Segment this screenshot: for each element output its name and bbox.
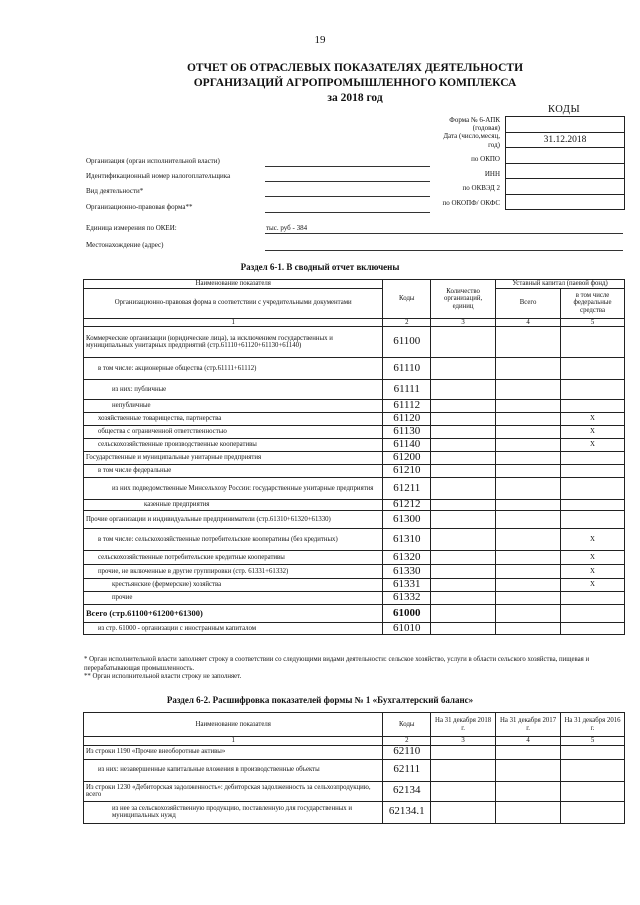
table-row xyxy=(84,579,625,592)
header-name: Наименование показателя xyxy=(84,713,383,737)
qty-cell[interactable] xyxy=(431,358,496,380)
colnum: 3 xyxy=(431,318,496,327)
federal-cell[interactable] xyxy=(561,592,625,605)
table-row xyxy=(84,413,625,426)
row-code: 61212 xyxy=(383,500,431,511)
row-name: прочие, не включенные в другие группировки (стр. 61331+61332) xyxy=(84,565,383,579)
header-total: Всего xyxy=(496,288,561,318)
row-name: Прочие организации и индивидуальные предприниматели (стр.61310+61320+61330) xyxy=(84,511,383,529)
row-name: Всего (стр.61100+61200+61300) xyxy=(84,605,383,623)
value-cell[interactable] xyxy=(561,781,625,801)
value-cell[interactable] xyxy=(496,801,561,823)
code-okpo xyxy=(506,148,624,164)
header-qty: Количество организаций, единиц xyxy=(431,280,496,319)
total-cell[interactable] xyxy=(496,426,561,439)
total-cell[interactable] xyxy=(496,623,561,635)
total-cell[interactable] xyxy=(496,529,561,551)
qty-cell[interactable] xyxy=(431,327,496,358)
row-name: сельскохозяйственные потребительские кредитные кооперативы xyxy=(84,551,383,565)
qty-cell[interactable] xyxy=(431,500,496,511)
total-cell[interactable] xyxy=(496,439,561,452)
legal-form-input-line[interactable] xyxy=(265,212,430,213)
header-codes: Коды xyxy=(383,280,431,319)
table-row xyxy=(84,801,625,823)
okpo-label: по ОКПО xyxy=(471,155,500,163)
report-title-line-2: ОРГАНИЗАЦИЙ АГРОПРОМЫШЛЕННОГО КОМПЛЕКСА xyxy=(193,77,517,89)
row-code: 61200 xyxy=(383,452,431,465)
codes-box xyxy=(505,116,625,210)
federal-cell[interactable] xyxy=(561,500,625,511)
row-code: 61210 xyxy=(383,465,431,478)
federal-cell[interactable]: X xyxy=(561,413,625,426)
value-cell[interactable] xyxy=(431,759,496,781)
page-number: 19 xyxy=(314,34,326,46)
row-code: 61211 xyxy=(383,478,431,500)
table-row xyxy=(84,759,625,781)
code-okopf xyxy=(506,195,624,210)
federal-cell[interactable] xyxy=(561,358,625,380)
row-name: прочие xyxy=(84,592,383,605)
qty-cell[interactable] xyxy=(431,478,496,500)
total-cell[interactable] xyxy=(496,400,561,413)
federal-cell[interactable] xyxy=(561,327,625,358)
qty-cell[interactable] xyxy=(431,565,496,579)
total-cell[interactable] xyxy=(496,478,561,500)
colnum: 2 xyxy=(383,737,431,746)
federal-cell[interactable] xyxy=(561,380,625,400)
federal-cell[interactable]: X xyxy=(561,565,625,579)
federal-cell[interactable]: X xyxy=(561,579,625,592)
row-name: крестьянские (фермерские) хозяйства xyxy=(84,579,383,592)
table-row xyxy=(84,426,625,439)
total-cell[interactable] xyxy=(496,592,561,605)
activity-input-line[interactable] xyxy=(265,196,430,197)
qty-cell[interactable] xyxy=(431,426,496,439)
row-name: сельскохозяйственные производственные кооперативы xyxy=(84,439,383,452)
code-okved xyxy=(506,179,624,195)
qty-cell[interactable] xyxy=(431,529,496,551)
header-name-top: Наименование показателя xyxy=(84,280,383,289)
row-code: 62134 xyxy=(383,781,431,801)
activity-label: Вид деятельности* xyxy=(86,187,144,195)
row-name: из них: публичные xyxy=(84,380,383,400)
qty-cell[interactable] xyxy=(431,551,496,565)
code-inn xyxy=(506,164,624,180)
section2-table xyxy=(83,712,625,824)
row-code: 61110 xyxy=(383,358,431,380)
row-name: из стр. 61000 - организации с иностранным капиталом xyxy=(84,623,383,635)
federal-cell[interactable] xyxy=(561,452,625,465)
row-code: 62110 xyxy=(383,745,431,759)
header-2018: На 31 декабря 2018 г. xyxy=(431,713,496,737)
value-cell[interactable] xyxy=(431,781,496,801)
total-cell[interactable] xyxy=(496,511,561,529)
qty-cell[interactable] xyxy=(431,465,496,478)
row-name: в том числе федеральные xyxy=(84,465,383,478)
qty-cell[interactable] xyxy=(431,413,496,426)
total-cell[interactable] xyxy=(496,358,561,380)
form-label: Форма № 6-АПК xyxy=(449,116,500,124)
table-row xyxy=(84,465,625,478)
footnote-2: ** Орган исполнительной власти строку не заполняет. xyxy=(84,673,242,680)
row-code: 61000 xyxy=(383,605,431,623)
row-name: в том числе: акционерные общества (стр.61111+61112) xyxy=(84,358,383,380)
row-code: 61112 xyxy=(383,400,431,413)
code-date: 31.12.2018 xyxy=(506,133,624,149)
footnotes xyxy=(84,656,624,682)
row-code: 61331 xyxy=(383,579,431,592)
federal-cell[interactable] xyxy=(561,623,625,635)
federal-cell[interactable]: X xyxy=(561,551,625,565)
date-label: Дата (число,месяц, xyxy=(443,132,500,140)
value-cell[interactable] xyxy=(496,759,561,781)
okved-label: по ОКВЭД 2 xyxy=(462,184,500,192)
org-label: Организация (орган исполнительной власти) xyxy=(86,157,220,165)
location-label: Местонахождение (адрес) xyxy=(86,241,164,249)
colnum: 1 xyxy=(84,737,383,746)
row-name: казенные предприятия xyxy=(84,500,383,511)
table-row xyxy=(84,511,625,529)
code-form xyxy=(506,117,624,133)
row-code: 61120 xyxy=(383,413,431,426)
row-name: Коммерческие организации (юридические лица), за исключением государственных и муниципальных унитарных предприятий (стр.61110+61120+61130+61140) xyxy=(84,327,383,358)
location-input-line[interactable] xyxy=(265,250,623,251)
table-row xyxy=(84,592,625,605)
header-capital: Уставный капитал (паевой фонд) xyxy=(496,280,625,289)
legal-form-label: Организационно-правовая форма** xyxy=(86,203,193,211)
table-row xyxy=(84,529,625,551)
row-code: 61100 xyxy=(383,327,431,358)
federal-cell[interactable]: X xyxy=(561,529,625,551)
row-code: 61330 xyxy=(383,565,431,579)
row-name: из них подведомственные Минсельхозу России: государственные унитарные предприятия xyxy=(84,478,383,500)
row-name: хозяйственные товарищества, партнерства xyxy=(84,413,383,426)
section1-title: Раздел 6-1. В сводный отчет включены xyxy=(240,262,400,272)
total-cell[interactable] xyxy=(496,565,561,579)
total-cell[interactable] xyxy=(496,605,561,623)
qty-cell[interactable] xyxy=(431,579,496,592)
table-row xyxy=(84,452,625,465)
colnum: 2 xyxy=(383,318,431,327)
row-code: 61140 xyxy=(383,439,431,452)
colnum: 4 xyxy=(496,737,561,746)
table-row-total xyxy=(84,605,625,623)
colnum: 5 xyxy=(561,318,625,327)
unit-value: тыс. руб - 384 xyxy=(266,224,308,232)
colnum: 4 xyxy=(496,318,561,327)
inn-label: ИНН xyxy=(484,170,500,178)
federal-cell[interactable]: X xyxy=(561,439,625,452)
footnote-1: * Орган исполнительной власти заполняет строку в соответствии со следующими видами деятельности: сельское хозяйство, услуги в области сельского хозяйства, пищевая и перерабатывающая промышленность. xyxy=(84,656,590,672)
total-cell[interactable] xyxy=(496,452,561,465)
value-cell[interactable] xyxy=(561,801,625,823)
row-code: 61300 xyxy=(383,511,431,529)
total-cell[interactable] xyxy=(496,327,561,358)
total-cell[interactable] xyxy=(496,500,561,511)
table-row xyxy=(84,551,625,565)
report-title-line-3: за 2018 год xyxy=(327,92,383,104)
row-code: 62111 xyxy=(383,759,431,781)
row-code: 61310 xyxy=(383,529,431,551)
header-2017: На 31 декабря 2017 г. xyxy=(496,713,561,737)
inn-input-line[interactable] xyxy=(265,181,430,182)
federal-cell[interactable] xyxy=(561,511,625,529)
codes-header: КОДЫ xyxy=(548,104,581,115)
table-row xyxy=(84,358,625,380)
qty-cell[interactable] xyxy=(431,592,496,605)
table-row xyxy=(84,439,625,452)
row-code: 61320 xyxy=(383,551,431,565)
colnum: 3 xyxy=(431,737,496,746)
qty-cell[interactable] xyxy=(431,439,496,452)
row-name: из них: незавершенные капитальные вложения в производственные объекты xyxy=(84,759,383,781)
okopf-label: по ОКОПФ/ ОКФС xyxy=(442,199,500,207)
unit-line xyxy=(265,233,623,234)
total-cell[interactable] xyxy=(496,413,561,426)
qty-cell[interactable] xyxy=(431,452,496,465)
header-federal: в том числе федеральные средства xyxy=(561,288,625,318)
section2-title: Раздел 6-2. Расшифровка показателей формы № 1 «Бухгалтерский баланс» xyxy=(166,695,474,705)
colnum: 5 xyxy=(561,737,625,746)
value-cell[interactable] xyxy=(496,745,561,759)
form-sub-label: (годовая) xyxy=(472,124,500,132)
federal-cell[interactable]: X xyxy=(561,426,625,439)
qty-cell[interactable] xyxy=(431,511,496,529)
row-name: непубличные xyxy=(84,400,383,413)
row-code: 61130 xyxy=(383,426,431,439)
row-name: Государственные и муниципальные унитарные предприятия xyxy=(84,452,383,465)
qty-cell[interactable] xyxy=(431,605,496,623)
section1-table xyxy=(83,279,625,635)
table-row xyxy=(84,380,625,400)
total-cell[interactable] xyxy=(496,380,561,400)
table-row xyxy=(84,500,625,511)
value-cell[interactable] xyxy=(431,801,496,823)
qty-cell[interactable] xyxy=(431,400,496,413)
federal-cell[interactable] xyxy=(561,478,625,500)
value-cell[interactable] xyxy=(561,745,625,759)
federal-cell[interactable] xyxy=(561,465,625,478)
row-code: 61332 xyxy=(383,592,431,605)
header-name-sub: Организационно-правовая форма в соответствии с учредительными документами xyxy=(84,288,383,318)
federal-cell[interactable] xyxy=(561,400,625,413)
table-row xyxy=(84,623,625,635)
table-row xyxy=(84,400,625,413)
colnum: 1 xyxy=(84,318,383,327)
qty-cell[interactable] xyxy=(431,623,496,635)
total-cell[interactable] xyxy=(496,465,561,478)
row-name: из нее за сельскохозяйственную продукцию, поставленную для государственных и муниципальных нужд xyxy=(84,801,383,823)
qty-cell[interactable] xyxy=(431,380,496,400)
row-code: 61111 xyxy=(383,380,431,400)
row-name: общества с ограниченной ответственностью xyxy=(84,426,383,439)
header-codes: Коды xyxy=(383,713,431,737)
total-cell[interactable] xyxy=(496,579,561,592)
table-row xyxy=(84,565,625,579)
federal-cell[interactable] xyxy=(561,605,625,623)
report-title-line-1: ОТЧЕТ ОБ ОТРАСЛЕВЫХ ПОКАЗАТЕЛЯХ ДЕЯТЕЛЬНОСТИ xyxy=(186,62,524,74)
value-cell[interactable] xyxy=(431,745,496,759)
row-code: 61010 xyxy=(383,623,431,635)
row-name: в том числе: сельскохозяйственные потребительские кооперативы (без кредитных) xyxy=(84,529,383,551)
value-cell[interactable] xyxy=(561,759,625,781)
date-sub-label: год) xyxy=(488,141,500,149)
table-row xyxy=(84,327,625,358)
value-cell[interactable] xyxy=(496,781,561,801)
unit-label: Единица измерения по ОКЕИ: xyxy=(86,224,177,232)
inn-field-label: Идентификационный номер налогоплательщика xyxy=(86,172,231,180)
table-row xyxy=(84,478,625,500)
org-input-line[interactable] xyxy=(265,166,430,167)
row-name: Из строки 1230 «Дебиторская задолженность»: дебиторская задолженность за сельхозпродукцию, всего xyxy=(84,781,383,801)
row-code: 62134.1 xyxy=(383,801,431,823)
table-row xyxy=(84,781,625,801)
header-2016: На 31 декабря 2016 г. xyxy=(561,713,625,737)
row-name: Из строки 1190 «Прочие внеоборотные активы» xyxy=(84,745,383,759)
total-cell[interactable] xyxy=(496,551,561,565)
table-row xyxy=(84,745,625,759)
